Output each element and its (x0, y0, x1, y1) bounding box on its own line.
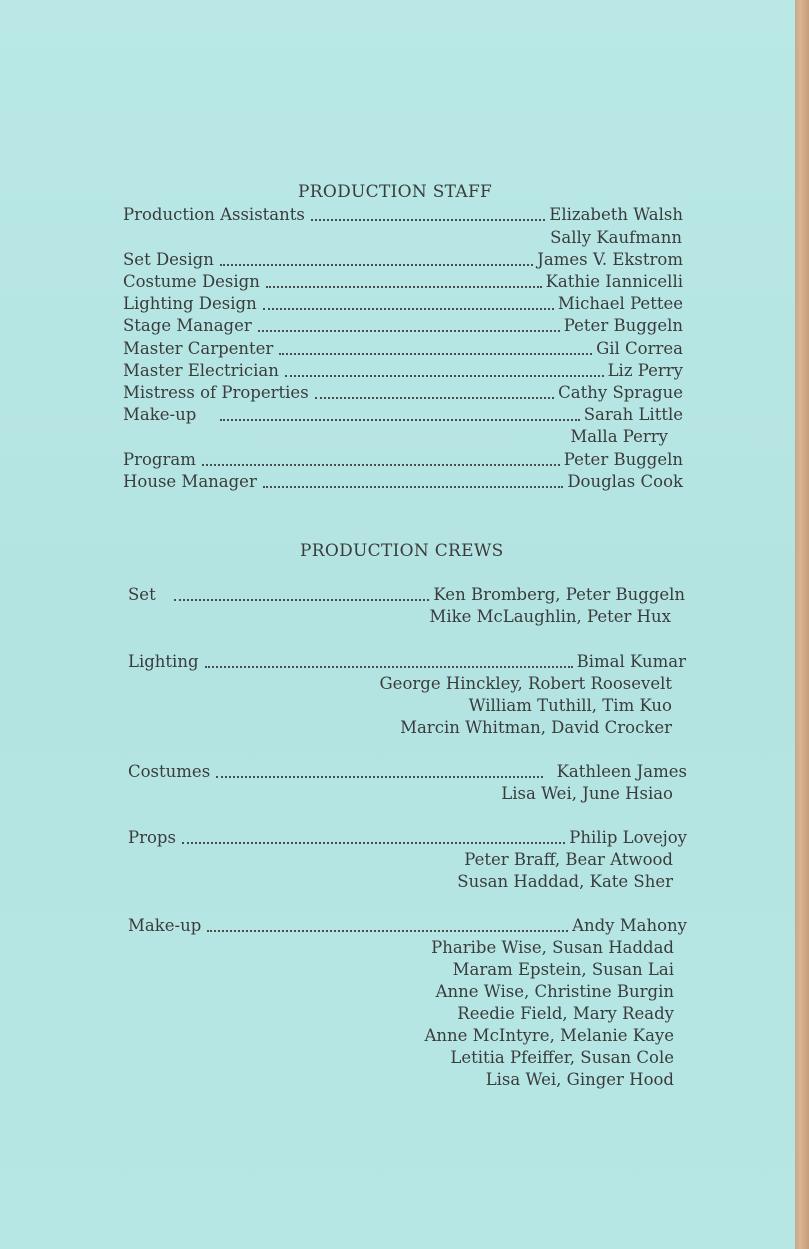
crew-name: Bimal Kumar (576, 652, 686, 671)
staff-name: Cathy Sprague (558, 383, 683, 402)
dot-leader (285, 365, 604, 377)
staff-heading: PRODUCTION STAFF (298, 182, 493, 202)
staff-row (123, 204, 683, 226)
staff-role: Production Assistants (123, 205, 305, 224)
staff-name: Kathie Iannicelli (545, 272, 683, 291)
staff-name: Gil Correa (596, 339, 683, 358)
dot-leader (216, 766, 542, 778)
staff-role: Make-up (123, 405, 197, 424)
staff-name: Douglas Cook (567, 472, 683, 491)
crew-role: Props (128, 828, 176, 847)
crew-name-continued: George Hinckley, Robert Roosevelt (379, 674, 672, 693)
crew-name-continued: Anne McIntyre, Melanie Kaye (424, 1026, 674, 1045)
staff-role: Set Design (123, 250, 214, 269)
staff-name: Elizabeth Walsh (549, 205, 683, 224)
crew-role: Lighting (128, 652, 199, 671)
staff-row (123, 249, 683, 271)
dot-leader (220, 409, 579, 421)
dot-leader (315, 387, 554, 399)
crew-name-continued: Pharibe Wise, Susan Haddad (431, 938, 674, 957)
crew-row (128, 584, 685, 606)
crew-name: Kathleen James (556, 762, 687, 781)
dot-leader (182, 832, 565, 844)
dot-leader (311, 209, 545, 221)
crew-name-continued: Lisa Wei, June Hsiao (501, 784, 673, 803)
staff-name: Michael Pettee (557, 294, 683, 313)
dot-leader (174, 589, 430, 601)
staff-row (123, 315, 683, 337)
staff-row (123, 471, 683, 493)
crew-name-continued: Lisa Wei, Ginger Hood (485, 1070, 674, 1089)
crews-heading: PRODUCTION CREWS (300, 541, 504, 561)
staff-role: Costume Design (123, 272, 260, 291)
staff-row (123, 338, 683, 360)
staff-row (123, 404, 683, 426)
staff-name: Peter Buggeln (563, 450, 683, 469)
staff-row (123, 382, 683, 404)
staff-name: James V. Ekstrom (537, 250, 683, 269)
crew-row (128, 827, 687, 849)
dot-leader (263, 476, 563, 488)
staff-role: Master Electrician (123, 361, 279, 380)
staff-name: Peter Buggeln (563, 316, 683, 335)
dot-leader (258, 320, 560, 332)
staff-role: Stage Manager (123, 316, 252, 335)
crew-name-continued: Letitia Pfeiffer, Susan Cole (450, 1048, 674, 1067)
staff-row (123, 293, 683, 315)
crew-role: Set (128, 585, 156, 604)
crew-name-continued: Anne Wise, Christine Burgin (435, 982, 674, 1001)
staff-row (123, 271, 683, 293)
staff-role: Lighting Design (123, 294, 257, 313)
staff-role: Program (123, 450, 196, 469)
dot-leader (220, 254, 533, 266)
crew-name: Ken Bromberg, Peter Buggeln (433, 585, 685, 604)
crew-row (128, 761, 687, 783)
staff-role: Master Carpenter (123, 339, 274, 358)
crew-row (128, 651, 686, 673)
staff-role: Mistress of Properties (123, 383, 309, 402)
crew-role: Make-up (128, 916, 202, 935)
staff-name: Liz Perry (607, 361, 683, 380)
dot-leader (202, 454, 560, 466)
crew-row (128, 915, 687, 937)
dot-leader (266, 276, 542, 288)
crew-name-continued: Reedie Field, Mary Ready (457, 1004, 674, 1023)
crew-name-continued: Marcin Whitman, David Crocker (400, 718, 672, 737)
staff-row (123, 449, 683, 471)
staff-row (123, 360, 683, 382)
crew-name-continued: William Tuthill, Tim Kuo (468, 696, 672, 715)
staff-name: Sarah Little (583, 405, 683, 424)
dot-leader (207, 920, 568, 932)
crew-name: Philip Lovejoy (569, 828, 687, 847)
dot-leader (205, 656, 573, 668)
dot-leader (279, 343, 592, 355)
crew-name-continued: Mike McLaughlin, Peter Hux (429, 607, 671, 626)
dot-leader (263, 298, 554, 310)
crew-name-continued: Maram Epstein, Susan Lai (452, 960, 674, 979)
crew-name-continued: Peter Braff, Bear Atwood (464, 850, 673, 869)
crew-role: Costumes (128, 762, 211, 781)
crew-name-continued: Susan Haddad, Kate Sher (457, 872, 673, 891)
staff-name-continued: Malla Perry (570, 427, 668, 446)
staff-role: House Manager (123, 472, 257, 491)
staff-name-continued: Sally Kaufmann (550, 228, 682, 247)
crew-name: Andy Mahony (572, 916, 687, 935)
page-edge (795, 0, 809, 1249)
